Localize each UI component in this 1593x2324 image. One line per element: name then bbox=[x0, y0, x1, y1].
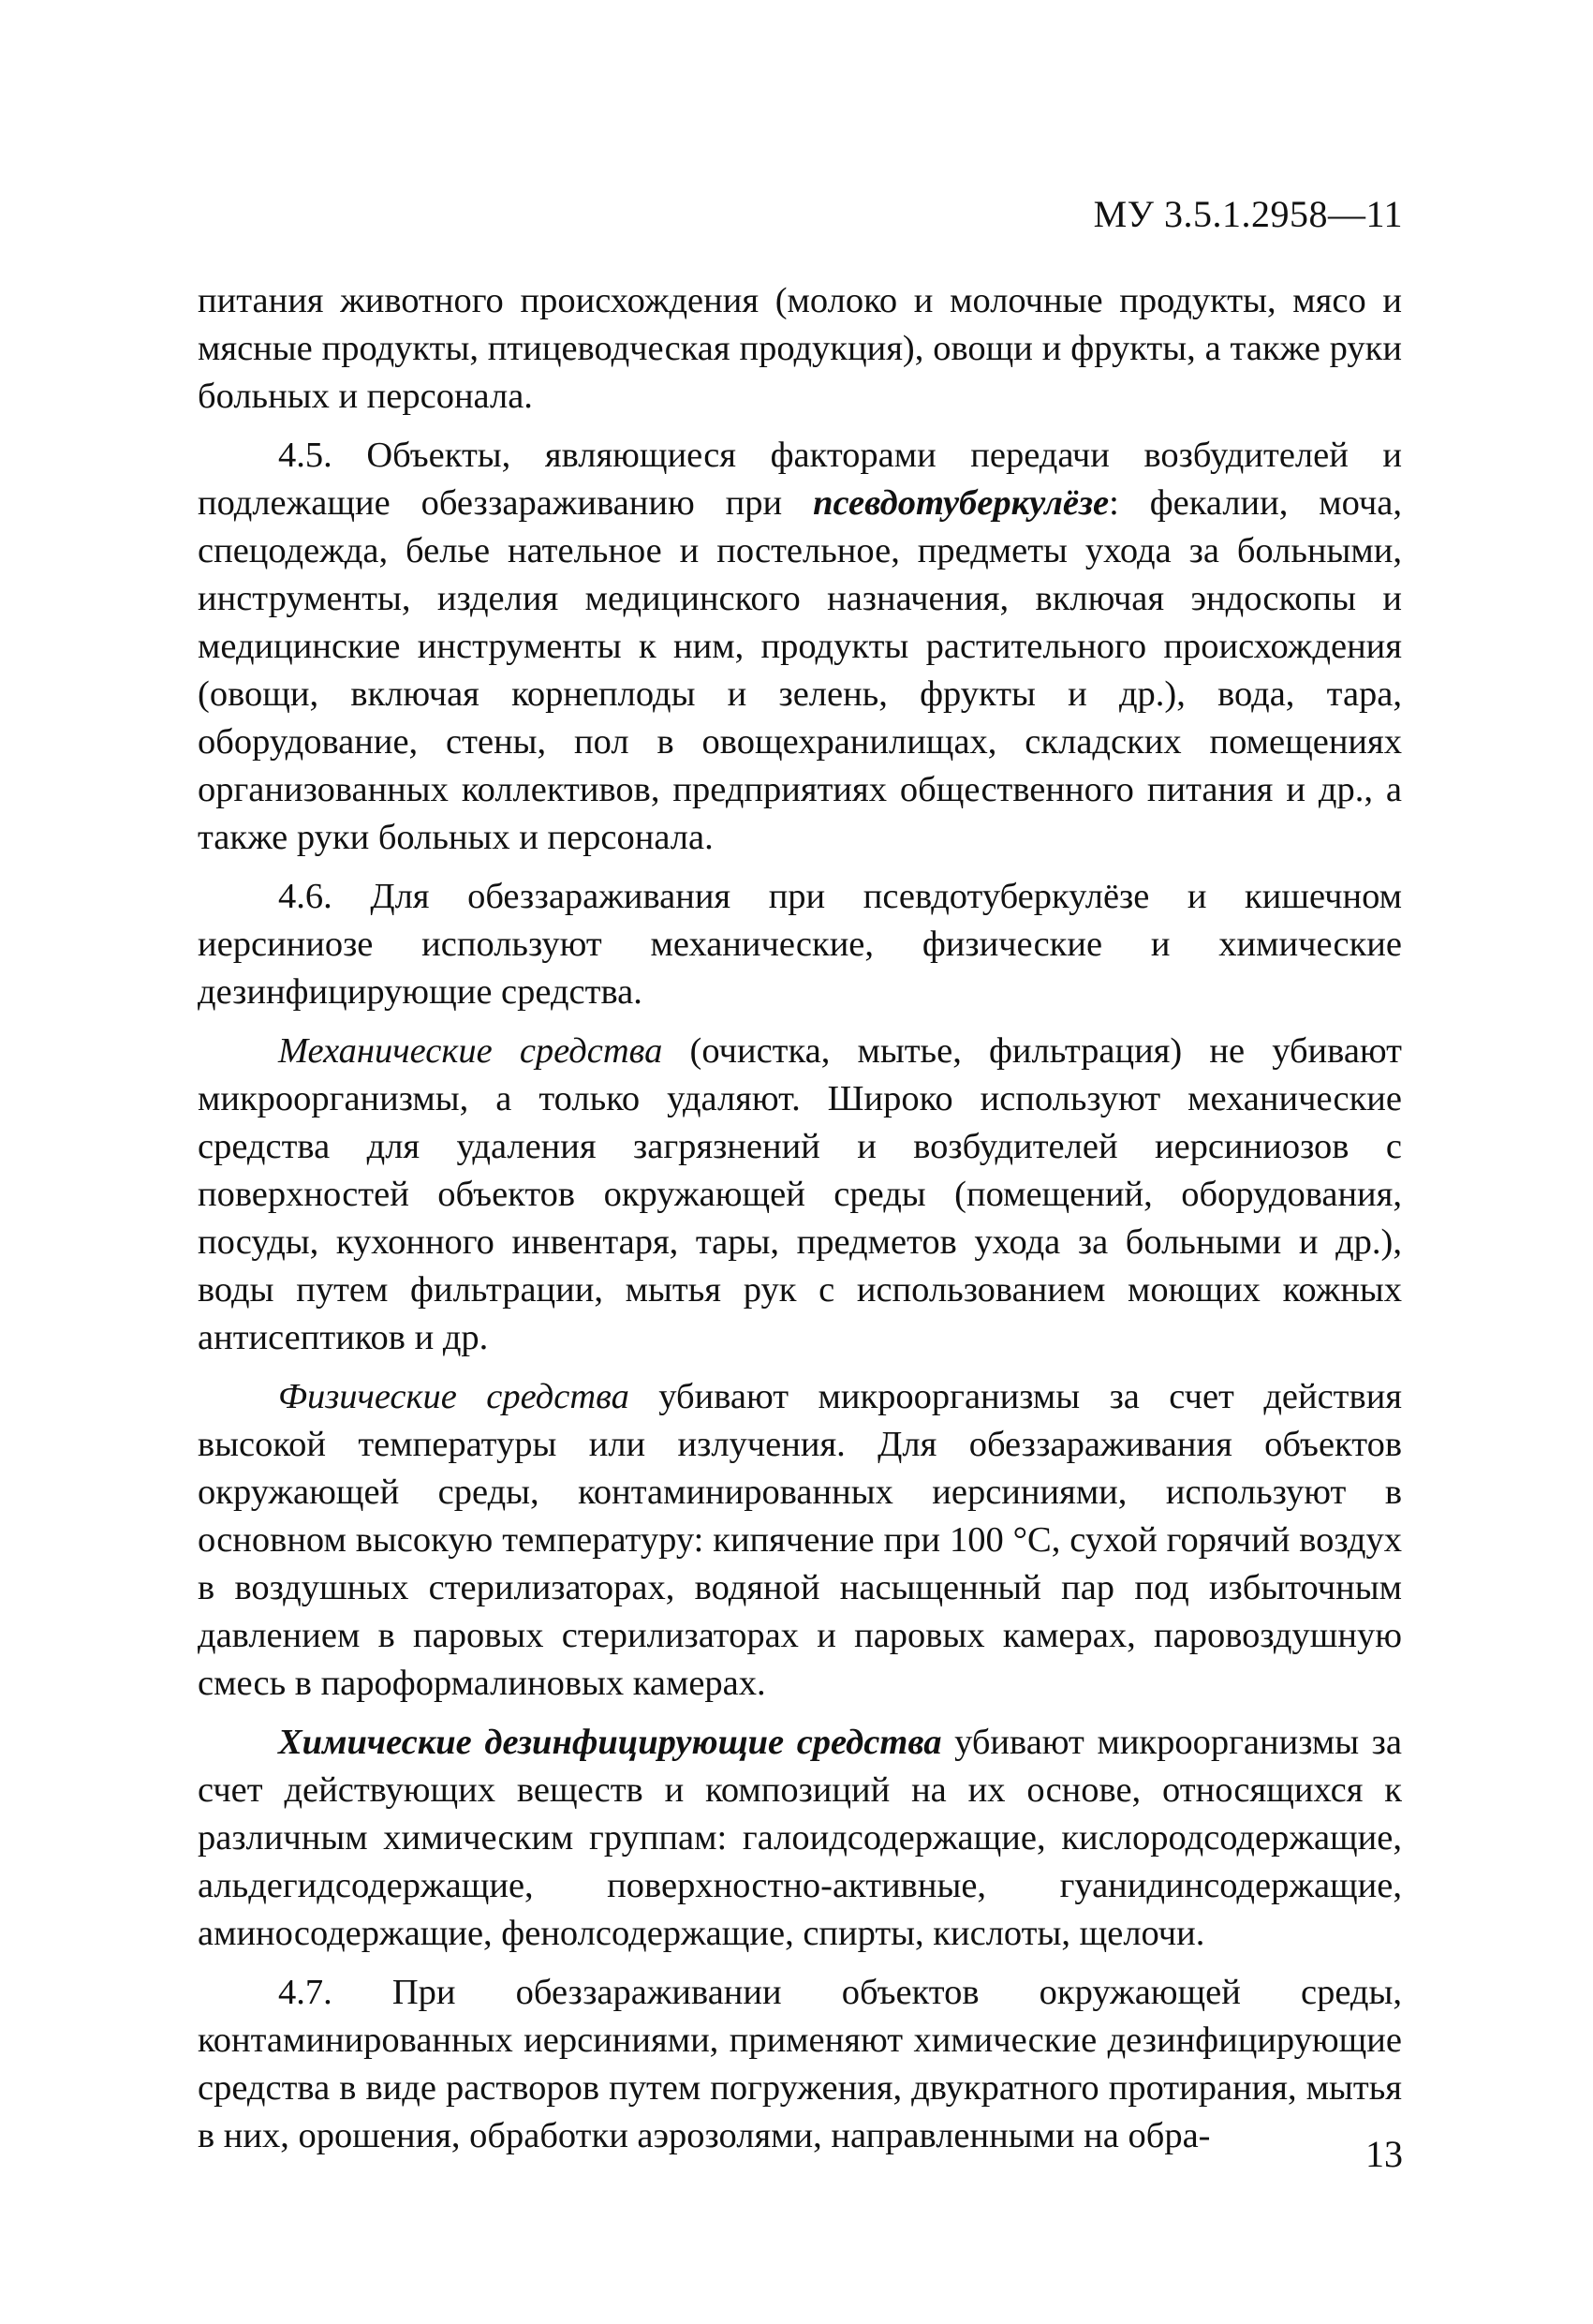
paragraph-4-6: 4.6. Для обеззараживания при псевдотуберкулёзе и кишечном иерсиниозе используют механические, физические и химические дезинфицирующие средства. bbox=[198, 877, 1402, 1012]
paragraph-chemical bbox=[198, 1719, 1402, 1958]
paragraph-physical-rest: убивают микроорганизмы за счет действия высокой температуры или излучения. Для обеззараживания объектов окружающей среды, контаминированных иерсиниями, используют в основном высокую температуру: кипячение при 100 °С, сухой горячий воздух в воздушных стерилизаторах, водяной насыщенный пар под избыточным давлением в паровых стерилизаторах и паровых камерах, паровоздушную смесь в пароформалиновых камерах. bbox=[198, 1377, 1403, 1703]
term-pseudotuberculosis: псевдотуберкулёзе bbox=[813, 483, 1110, 523]
paragraph-continuation: питания животного происхождения (молоко и молочные продукты, мясо и мясные продукты, птицеводческая продукция), овощи и фрукты, а также руки больных и персонала. bbox=[198, 281, 1402, 416]
term-chemical-disinfectants: Химические дезинфицирующие средства bbox=[278, 1723, 942, 1762]
paragraph-4-5-rest: : фекалии, моча, спецодежда, белье нательное и постельное, предметы ухода за больными, инструменты, изделия медицинского назначения, включая эндоскопы и медицинские инструменты к ним, продукты растительного происхождения (овощи, включая корнеплоды и зелень, фрукты и др.), вода, тара, оборудование, стены, пол в овощехранилищах, складских помещениях организованных коллективов, предприятиях общественного питания и др., а также руки больных и персонала. bbox=[198, 483, 1402, 857]
term-physical-means: Физические средства bbox=[278, 1377, 629, 1416]
term-mechanical-means: Механические средства bbox=[278, 1031, 663, 1071]
document-code-header: МУ 3.5.1.2958—11 bbox=[1093, 193, 1403, 235]
paragraph-4-5-lead: 4.5. Объекты, являющиеся факторами передачи возбудителей и подлежащие обеззараживанию при bbox=[198, 436, 1402, 523]
paragraph-mechanical bbox=[198, 1028, 1402, 1362]
paragraph-physical bbox=[198, 1373, 1402, 1708]
paragraph-4-5 bbox=[198, 432, 1402, 862]
paragraph-4-7: 4.7. При обеззараживании объектов окружающей среды, контаминированных иерсиниями, применяют химические дезинфицирующие средства в виде растворов путем погружения, двукратного протирания, мытья в них, орошения, обработки аэрозолями, направленными на обра- bbox=[198, 1973, 1402, 2155]
page-body bbox=[198, 277, 1402, 2160]
paragraph-chemical-rest: убивают микроорганизмы за счет действующих веществ и композиций на их основе, относящихся к различным химическим группам: галоидсодержащие, кислородсодержащие, альдегидсодержащие, поверхностно-активные, гуанидинсодержащие, аминосодержащие, фенолсодержащие, спирты, кислоты, щелочи. bbox=[198, 1723, 1402, 1953]
paragraph-mechanical-rest: (очистка, мытье, фильтрация) не убивают микроорганизмы, а только удаляют. Широко используют механические средства для удаления загрязнений и возбудителей иерсиниозов с поверхностей объектов окружающей среды (помещений, оборудования, посуды, кухонного инвентаря, тары, предметов ухода за больными и др.), воды путем фильтрации, мытья рук с использованием моющих кожных антисептиков и др. bbox=[198, 1031, 1402, 1357]
page-number: 13 bbox=[1365, 2133, 1403, 2175]
